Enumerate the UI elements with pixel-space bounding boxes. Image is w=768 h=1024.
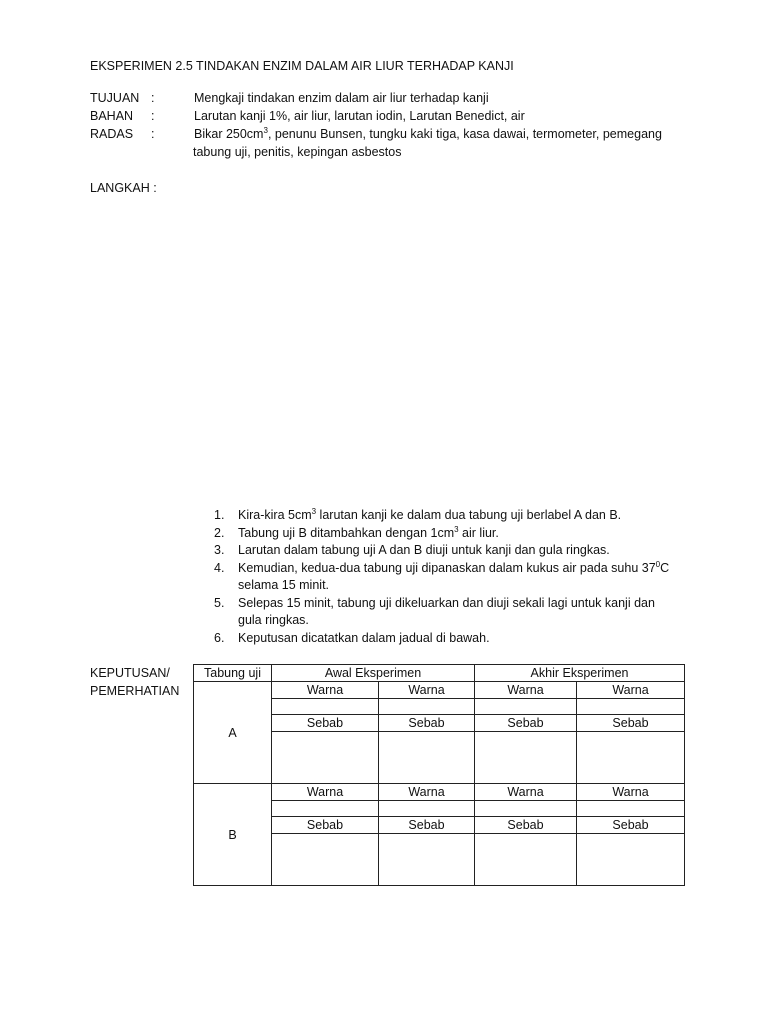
step-text-continued: gula ringkas. [238, 613, 309, 627]
answer-cell[interactable] [475, 834, 577, 886]
sebab-cell: Sebab [577, 715, 685, 732]
header-akhir-eksperimen: Akhir Eksperimen [475, 665, 685, 682]
step-item [214, 507, 669, 525]
step-text-continued: selama 15 minit. [238, 578, 330, 592]
table-row [194, 682, 685, 699]
step-item [214, 542, 669, 560]
info-colon: : [151, 109, 155, 123]
answer-cell[interactable] [272, 834, 379, 886]
superscript: 3 [454, 524, 459, 534]
warna-cell: Warna [475, 682, 577, 699]
info-colon: : [151, 91, 155, 105]
table-row [194, 784, 685, 801]
step-text: Larutan dalam tabung uji A dan B diuji untuk kanji dan gula ringkas. [238, 543, 610, 557]
warna-cell: Warna [577, 784, 685, 801]
header-awal-eksperimen: Awal Eksperimen [272, 665, 475, 682]
steps-list [214, 507, 669, 647]
answer-cell[interactable] [379, 801, 475, 817]
answer-cell[interactable] [577, 801, 685, 817]
answer-cell[interactable] [475, 801, 577, 817]
answer-cell[interactable] [577, 699, 685, 715]
sebab-cell: Sebab [272, 715, 379, 732]
info-label: TUJUAN [90, 91, 140, 105]
warna-cell: Warna [272, 784, 379, 801]
info-label: BAHAN [90, 109, 134, 123]
superscript: 0 [655, 559, 661, 569]
step-text: Selepas 15 minit, tabung uji dikeluarkan dan diuji sekali lagi untuk kanji dan [238, 595, 655, 610]
step-number: 3. [214, 543, 225, 557]
info-value: Mengkaji tindakan enzim dalam air liur terhadap kanji [194, 91, 489, 105]
info-value: Larutan kanji 1%, air liur, larutan iodin, Larutan Benedict, air [194, 109, 525, 123]
warna-cell: Warna [379, 682, 475, 699]
sebab-cell: Sebab [272, 817, 379, 834]
answer-cell[interactable] [379, 699, 475, 715]
step-number: 6. [214, 630, 225, 645]
results-table [193, 664, 685, 886]
step-item [214, 630, 669, 648]
sebab-cell: Sebab [379, 817, 475, 834]
value-text: , penunu Bunsen, tungku kaki tiga, kasa dawai, termometer, pemegang [267, 127, 662, 141]
pemerhatian-label: PEMERHATIAN [90, 684, 180, 698]
answer-cell[interactable] [475, 732, 577, 784]
superscript: 3 [263, 126, 268, 135]
answer-cell[interactable] [379, 834, 475, 886]
answer-cell[interactable] [577, 834, 685, 886]
step-text: larutan kanji ke dalam dua tabung uji berlabel A dan B. [316, 508, 622, 522]
tube-b-label: B [194, 784, 272, 886]
sebab-cell: Sebab [379, 715, 475, 732]
step-text: Tabung uji B ditambahkan dengan 1cm [238, 525, 455, 540]
tube-a-label: A [194, 682, 272, 784]
superscript: 3 [311, 507, 317, 516]
step-number: 1. [214, 508, 225, 522]
step-number: 2. [214, 525, 225, 540]
answer-cell[interactable] [577, 732, 685, 784]
answer-cell[interactable] [272, 801, 379, 817]
answer-cell[interactable] [475, 699, 577, 715]
value-text: Bikar 250cm [194, 127, 264, 141]
langkah-label: LANGKAH : [90, 181, 157, 195]
sebab-cell: Sebab [577, 817, 685, 834]
answer-cell[interactable] [379, 732, 475, 784]
warna-cell: Warna [577, 682, 685, 699]
step-number: 5. [214, 595, 225, 610]
warna-cell: Warna [272, 682, 379, 699]
page-title: EKSPERIMEN 2.5 TINDAKAN ENZIM DALAM AIR LIUR TERHADAP KANJI [90, 59, 514, 73]
warna-cell: Warna [379, 784, 475, 801]
info-colon: : [151, 127, 155, 141]
step-text: Kemudian, kedua-dua tabung uji dipanaskan dalam kukus air pada suhu 37 [238, 560, 656, 575]
keputusan-label: KEPUTUSAN/ [90, 666, 170, 680]
sebab-cell: Sebab [475, 817, 577, 834]
keputusan-label-block [90, 664, 179, 700]
answer-cell[interactable] [272, 699, 379, 715]
step-item [214, 525, 669, 543]
step-text: C [660, 560, 670, 575]
step-text: Keputusan dicatatkan dalam jadual di bawah. [238, 630, 490, 645]
step-text: air liur. [458, 525, 499, 540]
info-label: RADAS [90, 127, 134, 141]
table-header-row [194, 665, 685, 682]
sebab-cell: Sebab [475, 715, 577, 732]
header-tabung-uji: Tabung uji [194, 665, 272, 682]
step-text: Kira-kira 5cm [238, 508, 312, 522]
answer-cell[interactable] [272, 732, 379, 784]
info-value [194, 127, 662, 141]
step-number: 4. [214, 560, 225, 575]
step-item [214, 595, 669, 630]
warna-cell: Warna [475, 784, 577, 801]
step-item [214, 560, 669, 595]
info-value-continued: tabung uji, penitis, kepingan asbestos [193, 145, 402, 159]
